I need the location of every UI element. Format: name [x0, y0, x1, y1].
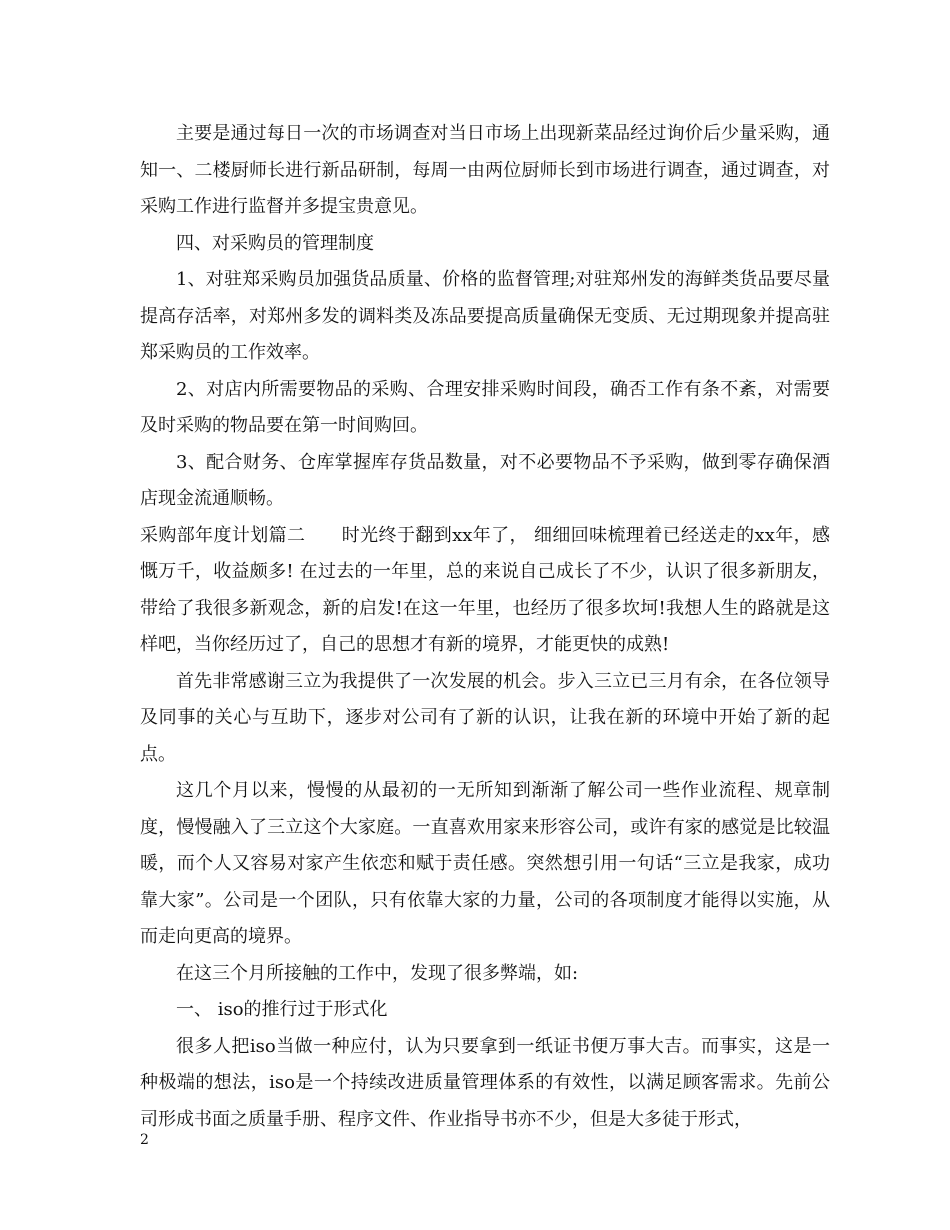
paragraph: 主要是通过每日一次的市场调查对当日市场上出现新菜品经过询价后少量采购，通知一、二楼厨师长进行新品研制，每周一由两位厨师长到市场进行调查，通过调查，对采购工作进行监督并多提宝贵意见。: [140, 123, 830, 217]
paragraph-text: 时光终于翻到xx年了， 细细回味梳理着已经送走的xx年，感慨万千，收益颇多! 在过去的一年里，总的来说自己成长了不少，认识了很多新朋友，带给了我很多新观念，新的启发!在这一年里，也经历了很多坎坷!我想人生的路就是这样吧，当你经历过了，自己的思想才有新的境界，才能更快的成熟!: [140, 524, 831, 655]
paragraph: 很多人把iso当做一种应付，认为只要拿到一纸证书便万事大吉。而事实，这是一种极端的想法，iso是一个持续改进质量管理体系的有效性，以满足顾客需求。先前公司形成书面之质量手册、程序文件、作业指导书亦不少，但是大多徒于形式，: [140, 1035, 830, 1130]
document-body: [140, 116, 830, 1138]
paragraph: 1、对驻郑采购员加强货品质量、价格的监督管理;对驻郑州发的海鲜类货品要尽量提高存活率，对郑州多发的调料类及冻品要提高质量确保无变质、无过期现象并提高驻郑采购员的工作效率。: [140, 269, 830, 363]
section-heading: 四、对采购员的管理制度: [176, 232, 374, 254]
page-number: 2: [140, 1132, 149, 1148]
section-heading: 一、 iso的推行过于形式化: [176, 999, 388, 1020]
paragraph-with-heading: [140, 518, 830, 664]
paragraph: 3、配合财务、仓库掌握库存货品数量，对不必要物品不予采购，做到零存确保酒店现金流通顺畅。: [140, 451, 830, 509]
paragraph: 首先非常感谢三立为我提供了一次发展的机会。步入三立已三月有余，在各位领导及同事的关心与互助下，逐步对公司有了新的认识，让我在新的环境中开始了新的起点。: [140, 670, 830, 765]
paragraph: 2、对店内所需要物品的采购、合理安排采购时间段，确否工作有条不紊，对需要及时采购的物品要在第一时间购回。: [140, 378, 830, 436]
paragraph: 在这三个月所接触的工作中，发现了很多弊端，如:: [176, 962, 579, 984]
paragraph: 这几个月以来，慢慢的从最初的一无所知到渐渐了解公司一些作业流程、规章制度，慢慢融入了三立这个大家庭。一直喜欢用家来形容公司，或许有家的感觉是比较温暖，而个人又容易对家产生依恋和赋于责任感。突然想引用一句话“三立是我家，成功靠大家”。公司是一个团队，只有依靠大家的力量，公司的各项制度才能得以实施，从而走向更高的境界。: [140, 780, 830, 947]
article-heading: 采购部年度计划篇二: [140, 524, 306, 546]
